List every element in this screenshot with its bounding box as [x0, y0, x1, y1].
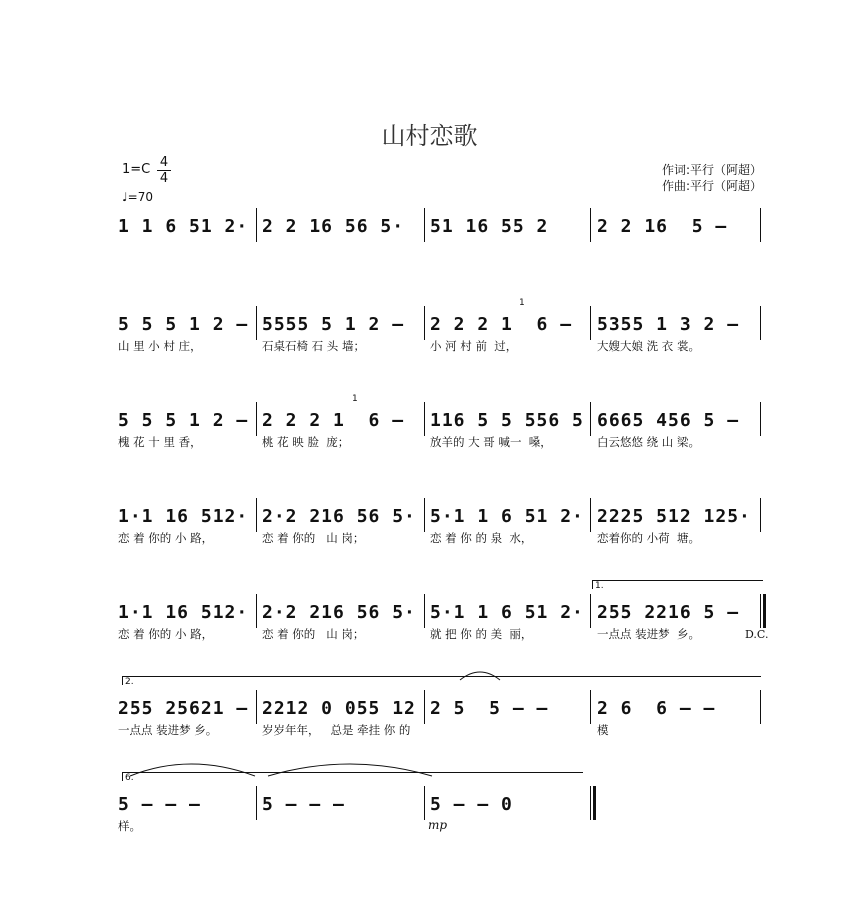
lyric: 模 [597, 723, 609, 737]
measure: 2225 512 125· [597, 506, 751, 527]
lyric: 大嫂大娘 洗 衣 裳。 [597, 339, 700, 353]
time-top: 4 [159, 155, 169, 170]
lyric: 槐 花 十 里 香， [118, 435, 202, 449]
measure: 5 – – – [118, 794, 201, 815]
lyric: 就 把 你 的 美 丽， [430, 627, 533, 641]
lyric: 恋 着 你的 山 岗； [262, 627, 365, 641]
lyric: 一点点 装进梦 乡。 [597, 627, 700, 641]
volta-1: 1. [592, 580, 763, 589]
measure: 6665 456 5 – [597, 410, 740, 431]
measure: 2·2 216 56 5· [262, 506, 416, 527]
tempo-marking: ♩=70 [122, 190, 153, 204]
measure: 5 – – – [262, 794, 345, 815]
grace-note: 1 [352, 394, 358, 404]
measure: 1·1 16 512· [118, 506, 249, 527]
song-title: 山村恋歌 [381, 122, 478, 150]
lyric: 山 里 小 村 庄， [118, 339, 202, 353]
lyric: 恋 着 你 的 泉 水， [430, 531, 533, 545]
measure: 2212 0 055 12 [262, 698, 416, 719]
measure: 2 2 2 1 6 – [262, 410, 405, 431]
lyric: 样。 [118, 819, 141, 833]
measure: 5 5 5 1 2 – [118, 410, 249, 431]
measure: 1 1 6 51 2· [118, 216, 249, 237]
key-signature: 1=C [122, 162, 151, 177]
measure: 255 25621 – [118, 698, 249, 719]
measure: 5·1 1 6 51 2· [430, 602, 584, 623]
measure: 2 5 5 – – [430, 698, 549, 719]
measure: 255 2216 5 – [597, 602, 740, 623]
slur [130, 764, 255, 776]
time-bottom: 4 [159, 171, 169, 186]
composer: 作曲:平行（阿超） [662, 179, 763, 193]
lyric: 恋 着 你的 小 路， [118, 531, 214, 545]
slur [460, 672, 500, 680]
lyric: 恋 着 你的 小 路， [118, 627, 214, 641]
measure: 51 16 55 2 [430, 216, 549, 237]
volta-2: 2. [122, 676, 761, 685]
lyric: 白云悠悠 绕 山 梁。 [597, 435, 700, 449]
lyric: 桃 花 映 脸 庞； [262, 435, 350, 449]
grace-note: 1 [519, 298, 525, 308]
measure: 5 5 5 1 2 – [118, 314, 249, 335]
lyric: 恋着你的 小荷 塘。 [597, 531, 700, 545]
measure: 5555 5 1 2 – [262, 314, 405, 335]
lyricist: 作词:平行（阿超） [662, 163, 763, 177]
slur [268, 764, 432, 776]
lyric: 岁岁年年， 总是 牵挂 你 的 [262, 723, 411, 737]
dynamic-marking: mp [428, 818, 448, 832]
measure: 2 6 6 – – [597, 698, 716, 719]
measure: 2 2 16 5 – [597, 216, 728, 237]
dc-marking: D.C. [745, 628, 769, 641]
lyric: 小 河 村 前 过， [430, 339, 518, 353]
lyric: 恋 着 你的 山 岗； [262, 531, 365, 545]
measure: 1·1 16 512· [118, 602, 249, 623]
measure: 2 2 2 1 6 – [430, 314, 573, 335]
measure: 5 – – 0 [430, 794, 513, 815]
measure: 116 5 5 556 5 [430, 410, 584, 431]
lyric: 一点点 装进梦 乡。 [118, 723, 218, 737]
measure: 2·2 216 56 5· [262, 602, 416, 623]
lyric: 石桌石椅 石 头 墙； [262, 339, 365, 353]
measure: 2 2 16 56 5· [262, 216, 405, 237]
measure: 5·1 1 6 51 2· [430, 506, 584, 527]
volta-3: 6. [122, 772, 583, 781]
lyric: 放羊的 大 哥 喊一 嗓， [430, 435, 552, 449]
measure: 5355 1 3 2 – [597, 314, 740, 335]
